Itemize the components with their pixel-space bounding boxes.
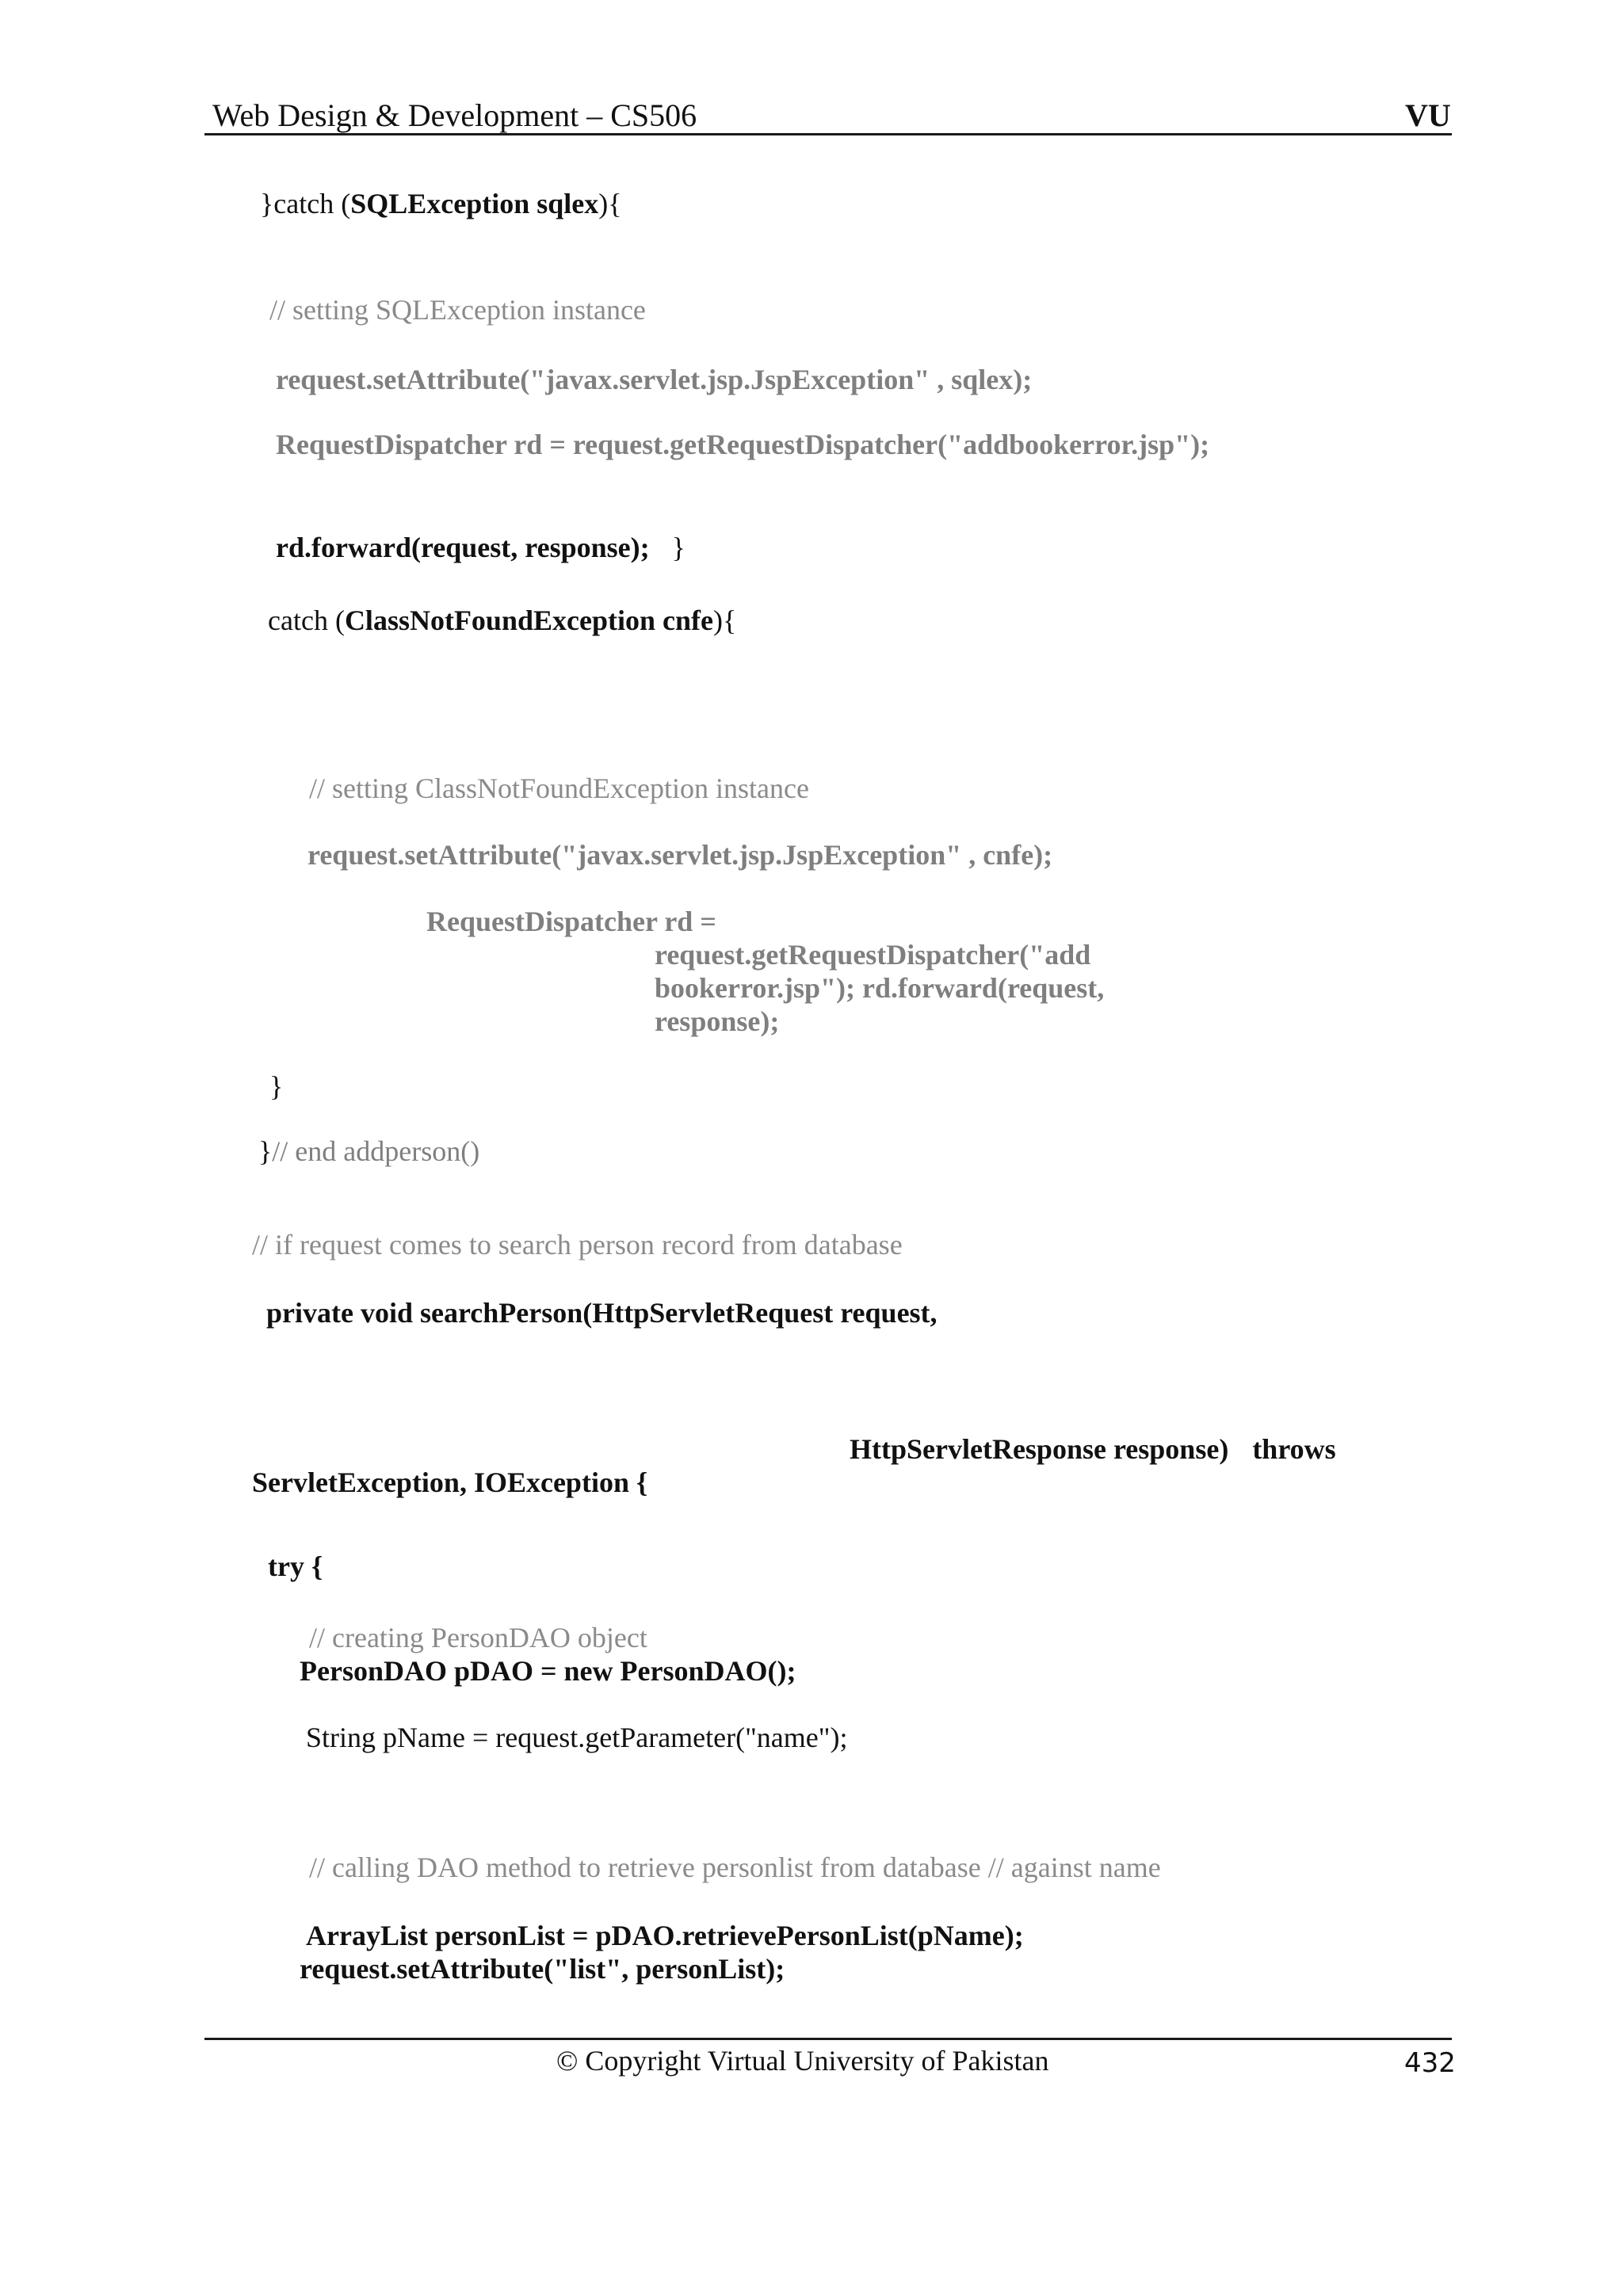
throws-keyword: throws	[1252, 1433, 1336, 1465]
catch-close: ){	[712, 605, 737, 636]
code-line: try {	[268, 1550, 323, 1582]
code-line: RequestDispatcher rd = request.getRequestDispatcher("addbookerror.jsp");	[276, 429, 1210, 460]
code-line: request.setAttribute("javax.servlet.jsp.JspException" , sqlex);	[276, 364, 1033, 395]
code-line: ServletException, IOException {	[252, 1466, 648, 1498]
code-line	[850, 1432, 1336, 1466]
exception-param: ClassNotFoundException cnfe	[344, 605, 713, 636]
code-comment: // setting ClassNotFoundException instance	[309, 772, 809, 804]
code-line: ArrayList personList = pDAO.retrievePersonList(pName);	[306, 1920, 1024, 1951]
forward-statement: rd.forward(request, response);	[276, 532, 650, 563]
header-rule	[204, 133, 1452, 135]
catch-keyword: catch (	[273, 188, 351, 219]
code-line	[260, 187, 622, 220]
code-line: response);	[655, 1005, 780, 1037]
course-title: Web Design & Development – CS506	[212, 97, 697, 133]
closing-brace: }	[269, 1070, 284, 1102]
closing-brace: }	[671, 532, 685, 563]
code-comment: // if request comes to search person record from database	[252, 1229, 903, 1261]
copyright-notice: © Copyright Virtual University of Pakistan	[556, 2045, 1049, 2077]
code-line: PersonDAO pDAO = new PersonDAO();	[300, 1655, 796, 1687]
code-line: request.setAttribute("javax.servlet.jsp.JspException" , cnfe);	[307, 839, 1053, 871]
code-line	[276, 531, 685, 564]
method-signature: private void searchPerson(HttpServletRequest request,	[266, 1297, 938, 1329]
code-line	[268, 604, 736, 637]
code-line: request.setAttribute("list", personList);	[300, 1953, 785, 1985]
code-comment: // creating PersonDAO object	[309, 1622, 647, 1653]
code-line: String pName = request.getParameter("name");	[306, 1722, 848, 1753]
response-param: HttpServletResponse response)	[850, 1433, 1229, 1465]
code-comment: // end addperson()	[272, 1135, 480, 1167]
code-line: RequestDispatcher rd =	[426, 906, 716, 937]
institution-short: VU	[1405, 97, 1451, 133]
code-line: bookerror.jsp"); rd.forward(request,	[655, 972, 1105, 1004]
code-comment: // calling DAO method to retrieve personlist from database // against name	[309, 1852, 1161, 1883]
code-line	[258, 1135, 479, 1168]
catch-keyword: catch (	[268, 605, 345, 636]
code-line: request.getRequestDispatcher("add	[655, 939, 1091, 971]
closing-brace: }	[260, 188, 274, 219]
footer-rule	[204, 2038, 1452, 2040]
exception-param: SQLException sqlex	[350, 188, 599, 219]
page-number: 432	[1404, 2047, 1456, 2079]
code-comment: // setting SQLException instance	[269, 294, 646, 326]
catch-close: ){	[598, 188, 622, 219]
closing-brace: }	[258, 1135, 273, 1167]
